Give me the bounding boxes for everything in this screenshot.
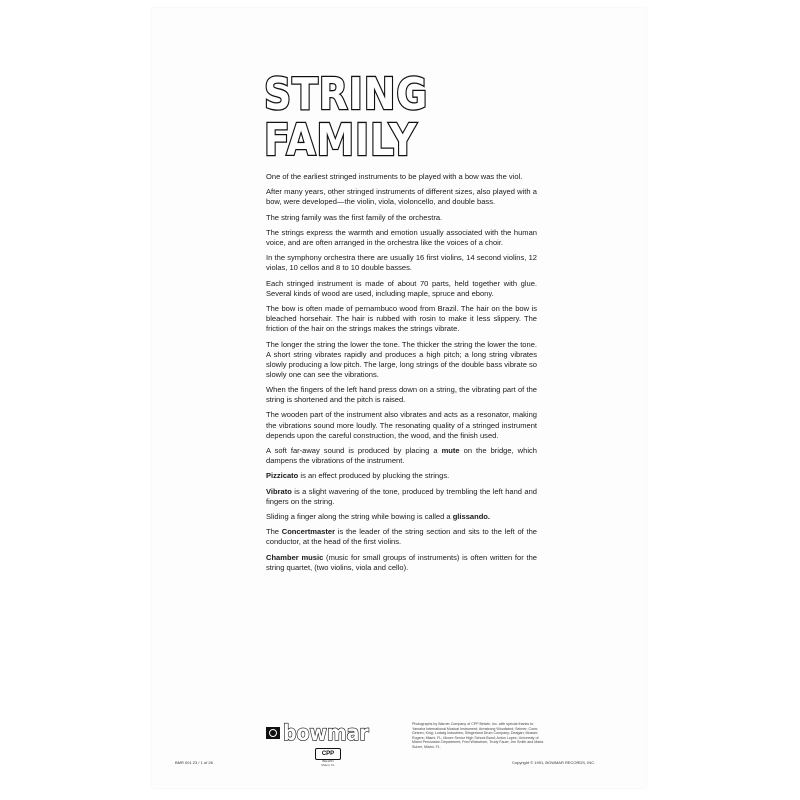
paragraph-text: (music for small groups of instruments) is often written for the string quartet, (two violins, viola and cello). xyxy=(266,552,537,572)
paragraph-text: on the bridge, which dampens the vibrations of the instrument. xyxy=(266,445,537,466)
term-bold: Vibrato xyxy=(266,486,292,496)
cpp-belwin-logo xyxy=(315,748,341,767)
poster-title xyxy=(264,69,429,166)
term-bold: Pizzicato xyxy=(266,471,299,481)
paragraph-text: A soft far-away sound is produced by placing a xyxy=(266,445,442,455)
paragraph-text: is an effect produced by plucking the strings. xyxy=(298,471,450,481)
term-bold: Concertmaster xyxy=(281,527,336,537)
body-paragraph: The bow is often made of pernambuco wood from Brazil. The hair on the bow is bleached horsehair. The hair is rubbed with rosin to make it less slippery. The friction of the hair on the strings makes the strings vibrate. xyxy=(266,304,537,334)
body-paragraph: Each stringed instrument is made of about 70 parts, held together with glue. Several kinds of wood are used, including maple, spruce and ebony. xyxy=(266,278,537,298)
body-paragraph: The wooden part of the instrument also vibrates and acts as a resonator, making the vibrations sound more loudly. The resonating quality of a stringed instrument depends upon the careful construction, the wood, and the finish used. xyxy=(266,410,537,440)
title-line-2: FAMILY xyxy=(264,115,418,166)
paragraph-text: is the leader of the string section and sits to the left of the conductor, at the head of the first violins. xyxy=(266,527,537,547)
body-paragraph xyxy=(266,527,537,547)
body-paragraph xyxy=(266,446,537,466)
body-paragraph: The string family was the first family of the orchestra. xyxy=(266,212,443,222)
paragraph-text: Sliding a finger along the string while bowing is called a xyxy=(266,511,453,521)
body-paragraph xyxy=(266,512,537,522)
copyright-notice: Copyright © 1991, BOWMAR RECORDS, INC. xyxy=(512,760,596,765)
term-bold: Chamber music xyxy=(266,552,324,562)
body-paragraph: The longer the string the lower the tone. The thicker the string the lower the tone. A short string vibrates rapidly and produces a high pitch; a long string vibrates slowly producing a low pitch. The large, long strings of the double bass vibrate so slowly one can see the vibrations. xyxy=(266,339,537,379)
body-paragraph xyxy=(266,487,537,507)
title-line-1: STRING xyxy=(264,69,429,120)
photo-credits: Photographs by Warner Company of CPP Belwin, Inc. with special thanks to: Yamaha International Musical Instrument; Armstrong Woodwind; Selmer; Conn; Getzen; King; Ludwig Industries; Slingerland Drum Company; Deagan; Musser; Rogers; Miami, FL; Moore Senior High School Band; Anton Lopez; University of Miami Percussion Department; Fred Wickstrom, Trudy Fauer, Jim Smith and Maria Sulzer, Miami, FL. xyxy=(412,722,544,749)
body-text xyxy=(266,172,537,578)
bowmar-wordmark: bowmar xyxy=(283,721,369,745)
bowmar-emblem-icon xyxy=(266,727,280,739)
term-bold: mute xyxy=(441,445,460,455)
body-paragraph: In the symphony orchestra there are usually 16 first violins, 14 second violins, 12 violas, 10 cellos and 8 to 10 double basses. xyxy=(266,253,537,273)
body-paragraph: The strings express the warmth and emotion usually associated with the human voice, and are often arranged in the orchestra like the voices of a choir. xyxy=(266,227,537,248)
body-paragraph: One of the earliest stringed instruments to be played with a bow was the viol. xyxy=(266,172,523,181)
body-paragraph: When the fingers of the left hand press down on a string, the vibrating part of the string is shortened and the pitch is raised. xyxy=(266,385,537,405)
cpp-line-1: BELWIN xyxy=(322,759,334,763)
paragraph-text: The xyxy=(266,527,282,537)
cpp-line-2: Miami, FL xyxy=(321,762,335,767)
cpp-mark: CPP xyxy=(315,748,341,760)
body-paragraph xyxy=(266,471,537,481)
bowmar-logo xyxy=(266,722,378,744)
body-paragraph xyxy=(266,553,537,573)
catalog-number: BMR 001 23 / 1 of 26 xyxy=(175,760,213,765)
paragraph-text: is a slight wavering of the tone, produced by trembling the left hand and fingers on the string. xyxy=(266,486,537,506)
body-paragraph: After many years, other stringed instruments of different sizes, also played with a bow, were developed—the violin, viola, violoncello, and double bass. xyxy=(266,187,537,207)
term-bold: glissando. xyxy=(452,511,491,521)
